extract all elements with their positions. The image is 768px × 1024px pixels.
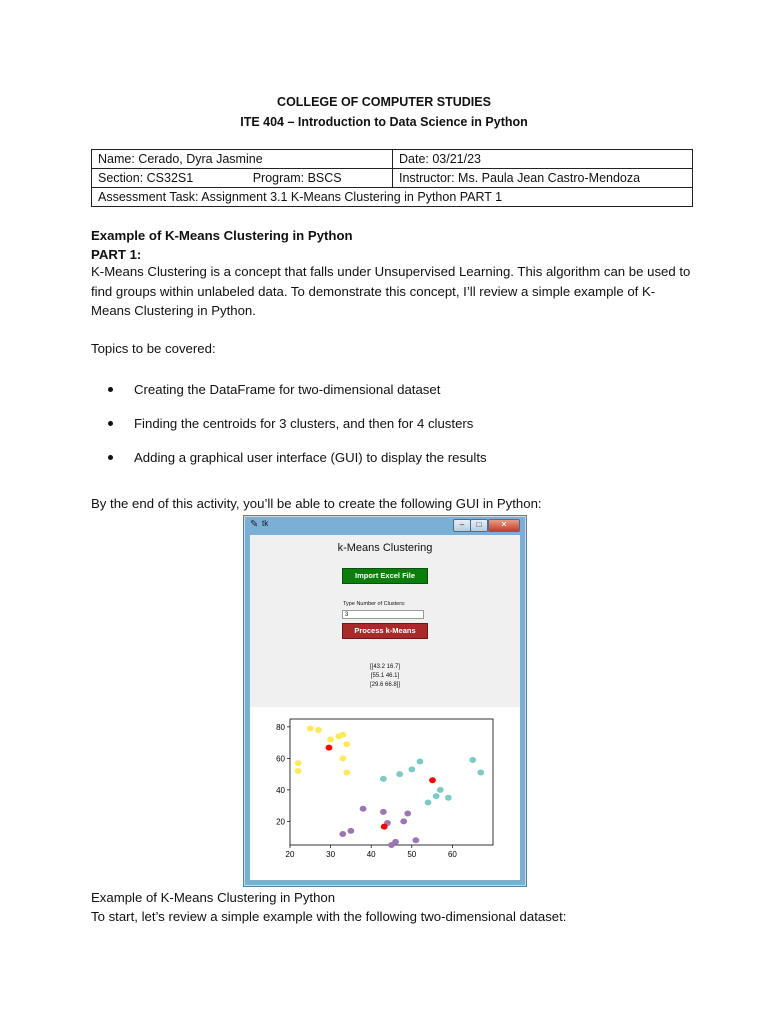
cluster-2-point <box>417 759 424 765</box>
cluster-2-point <box>408 766 415 772</box>
cluster-2-point <box>433 793 440 799</box>
bullet-dot <box>108 421 113 426</box>
list-item <box>108 382 440 397</box>
window-client-area <box>250 535 520 880</box>
start-text: To start, let’s review a simple example with the following two-dimensional dataset: <box>91 909 567 924</box>
gui-intro: By the end of this activity, you’ll be able to create the following GUI in Python: <box>91 496 542 511</box>
centroids-point <box>429 777 436 783</box>
clusters-label: Type Number of Clusters: <box>343 601 406 607</box>
window-title: tk <box>262 519 269 528</box>
document-header <box>0 92 768 132</box>
instructor-cell: Instructor: Ms. Paula Jean Castro-Mendoza <box>393 169 693 188</box>
centroids-output <box>250 663 520 690</box>
feather-icon: ✎ <box>250 519 259 530</box>
topic-text: Finding the centroids for 3 clusters, and then for 4 clusters <box>134 416 474 431</box>
cluster-1-point <box>343 741 350 747</box>
process-kmeans-button[interactable]: Process k-Means <box>342 623 428 639</box>
cluster-1-point <box>295 760 302 766</box>
y-tick-label: 20 <box>276 817 285 827</box>
cluster-2-point <box>425 799 432 805</box>
cluster-1-point <box>339 755 346 761</box>
topic-text: Adding a graphical user interface (GUI) to display the results <box>134 450 487 465</box>
part-label: PART 1: <box>91 247 142 262</box>
x-tick-label: 20 <box>285 850 295 859</box>
section-heading: Example of K-Means Clustering in Python <box>91 228 353 243</box>
app-title: k-Means Clustering <box>337 542 433 554</box>
x-tick-label: 40 <box>366 850 376 859</box>
centroid-line: [[43.2 16.7] <box>369 664 401 670</box>
cluster-3-point <box>380 809 387 815</box>
caption: Example of K-Means Clustering in Python <box>91 890 336 905</box>
list-item <box>108 450 487 465</box>
topic-text: Creating the DataFrame for two-dimensional dataset <box>134 382 441 397</box>
cluster-3-point <box>400 818 407 824</box>
close-button[interactable]: ✕ <box>488 519 520 532</box>
section-value: Section: CS32S1 <box>98 171 194 185</box>
plot-frame <box>290 719 493 845</box>
date-cell: Date: 03/21/23 <box>393 150 693 169</box>
name-cell: Name: Cerado, Dyra Jasmine <box>92 150 393 169</box>
cluster-2-point <box>469 757 476 763</box>
info-table <box>91 149 693 207</box>
maximize-button[interactable]: □ <box>470 519 488 532</box>
cluster-1-point <box>315 727 322 733</box>
cluster-3-point <box>339 831 346 837</box>
cluster-2-point <box>437 787 444 793</box>
bullet-dot <box>108 455 113 460</box>
x-tick-label: 30 <box>326 850 336 859</box>
college-title: COLLEGE OF COMPUTER STUDIES <box>277 95 491 109</box>
cluster-1-point <box>327 736 334 742</box>
y-tick-label: 80 <box>276 722 285 732</box>
window-titlebar[interactable] <box>244 516 526 534</box>
cluster-1-point <box>343 770 350 776</box>
cluster-2-point <box>380 776 387 782</box>
import-excel-button[interactable]: Import Excel File <box>342 568 428 584</box>
clusters-input[interactable]: 3 <box>342 610 424 619</box>
cluster-3-point <box>404 811 411 817</box>
cluster-3-point <box>348 828 355 834</box>
section-program-cell <box>92 169 393 188</box>
centroid-line: [55.1 46.1] <box>370 673 400 679</box>
course-title: ITE 404 – Introduction to Data Science in Python <box>240 115 528 129</box>
cluster-3-point <box>412 837 419 843</box>
minimize-button[interactable]: – <box>453 519 471 532</box>
cluster-2-point <box>445 795 452 801</box>
scatter-plot-svg <box>250 707 520 880</box>
y-tick-label: 60 <box>276 754 285 764</box>
task-cell: Assessment Task: Assignment 3.1 K-Means Clustering in Python PART 1 <box>92 188 693 207</box>
list-item <box>108 416 473 431</box>
bullet-dot <box>108 387 113 392</box>
cluster-1-point <box>295 768 302 774</box>
program-value: Program: BSCS <box>252 171 342 185</box>
cluster-2-point <box>477 770 484 776</box>
tk-window <box>243 515 527 887</box>
x-tick-label: 60 <box>447 850 457 859</box>
centroid-line: [29.6 66.8]] <box>369 682 401 688</box>
cluster-2-point <box>396 771 403 777</box>
scatter-plot <box>250 707 520 880</box>
cluster-3-point <box>360 806 367 812</box>
cluster-1-point <box>339 732 346 738</box>
cluster-1-point <box>307 725 314 731</box>
cluster-3-point <box>392 839 399 845</box>
y-tick-label: 40 <box>276 785 285 795</box>
topics-label: Topics to be covered: <box>91 341 216 356</box>
intro-paragraph: K-Means Clustering is a concept that falls under Unsupervised Learning. This algorithm can be used to find groups within unlabeled data. To demonstrate this concept, I’ll review a simple example of K-Means Clustering in Python. <box>91 264 691 318</box>
centroids-point <box>326 745 333 751</box>
centroids-point <box>381 824 388 830</box>
x-tick-label: 50 <box>407 850 417 859</box>
